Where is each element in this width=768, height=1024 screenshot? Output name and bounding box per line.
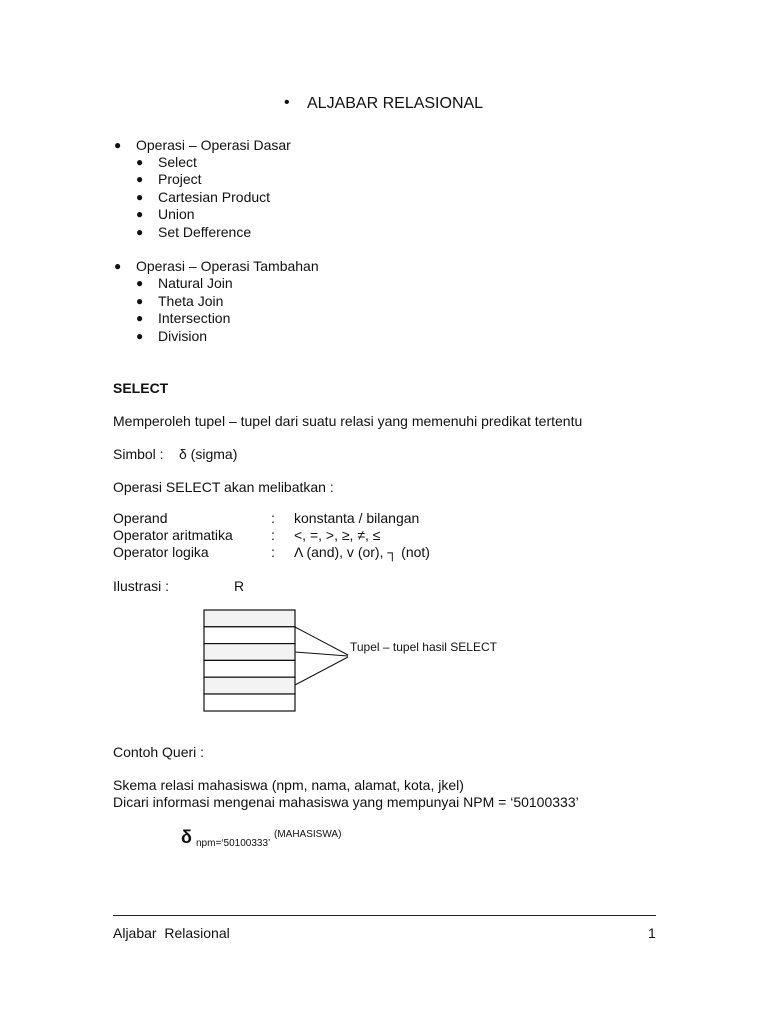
definition-colon: :: [271, 510, 275, 526]
bullet: ●: [136, 207, 144, 221]
definition-value: <, =, >, ≥, ≠, ≤: [294, 527, 381, 543]
relation-table: [204, 610, 295, 711]
bullet: ●: [136, 172, 144, 186]
list-item: Select: [158, 154, 197, 170]
callout-line: [295, 657, 348, 685]
list-item: Intersection: [158, 310, 231, 326]
formula-symbol: δ: [181, 827, 192, 847]
bullet: ●: [136, 294, 144, 308]
tuple-row: [204, 677, 295, 694]
page-title: ALJABAR RELASIONAL: [307, 95, 484, 112]
list-item: Natural Join: [158, 275, 233, 291]
bullet: ●: [136, 276, 144, 290]
involves-text: Operasi SELECT akan melibatkan :: [113, 479, 334, 495]
definition-value: konstanta / bilangan: [294, 510, 420, 526]
bullet: ●: [136, 225, 144, 239]
description: Memperoleh tupel – tupel dari suatu relasi yang memenuhi predikat tertentu: [113, 413, 583, 429]
callout-text: Tupel – tupel hasil SELECT: [350, 640, 497, 654]
group-heading: Operasi – Operasi Tambahan: [136, 258, 319, 274]
example-heading: Contoh Queri :: [113, 744, 205, 760]
section-heading: SELECT: [113, 380, 169, 396]
footer-separator: [113, 915, 656, 916]
question-text: Dicari informasi mengenai mahasiswa yang mempunyai NPM = ‘50100333’: [113, 794, 579, 810]
bullet: ●: [114, 138, 122, 152]
tuple-row: [204, 660, 295, 677]
definition-term: Operator aritmatika: [113, 527, 233, 543]
list-item: Cartesian Product: [158, 189, 271, 205]
tuple-row: [204, 694, 295, 711]
title-bullet: •: [284, 94, 290, 111]
bullet: ●: [136, 311, 144, 325]
definition-colon: :: [271, 544, 275, 560]
callout-line: [295, 652, 348, 656]
definition-value: Λ (and), v (or), ┐ (not): [294, 544, 430, 560]
list-item: Union: [158, 206, 195, 222]
list-item: Set Defference: [158, 224, 252, 240]
list-item: Division: [158, 328, 208, 344]
schema-text: Skema relasi mahasiswa (npm, nama, alamat, kota, jkel): [113, 777, 464, 793]
tuple-row: [204, 610, 295, 627]
symbol-label: Simbol :: [113, 446, 164, 462]
callout-lines: [295, 627, 348, 685]
page-number: 1: [648, 925, 656, 941]
definition-colon: :: [271, 527, 275, 543]
definition-term: Operator logika: [113, 544, 209, 560]
bullet: ●: [136, 329, 144, 343]
list-item: Project: [158, 171, 202, 187]
relation-name: R: [234, 578, 245, 594]
bullet: ●: [136, 155, 144, 169]
bullet: ●: [136, 190, 144, 204]
tuple-row: [204, 644, 295, 661]
tuple-row: [204, 627, 295, 644]
illustration-label: Ilustrasi :: [113, 578, 170, 594]
group-heading: Operasi – Operasi Dasar: [136, 137, 291, 153]
callout-line: [295, 627, 348, 655]
definition-term: Operand: [113, 510, 168, 526]
list-item: Theta Join: [158, 293, 224, 309]
bullet: ●: [114, 259, 122, 273]
formula-superscript: (MAHASISWA): [274, 829, 342, 840]
symbol-value: δ (sigma): [179, 446, 238, 462]
formula-subscript: npm=‘50100333’: [196, 838, 271, 849]
footer-title: Aljabar Relasional: [113, 925, 230, 941]
